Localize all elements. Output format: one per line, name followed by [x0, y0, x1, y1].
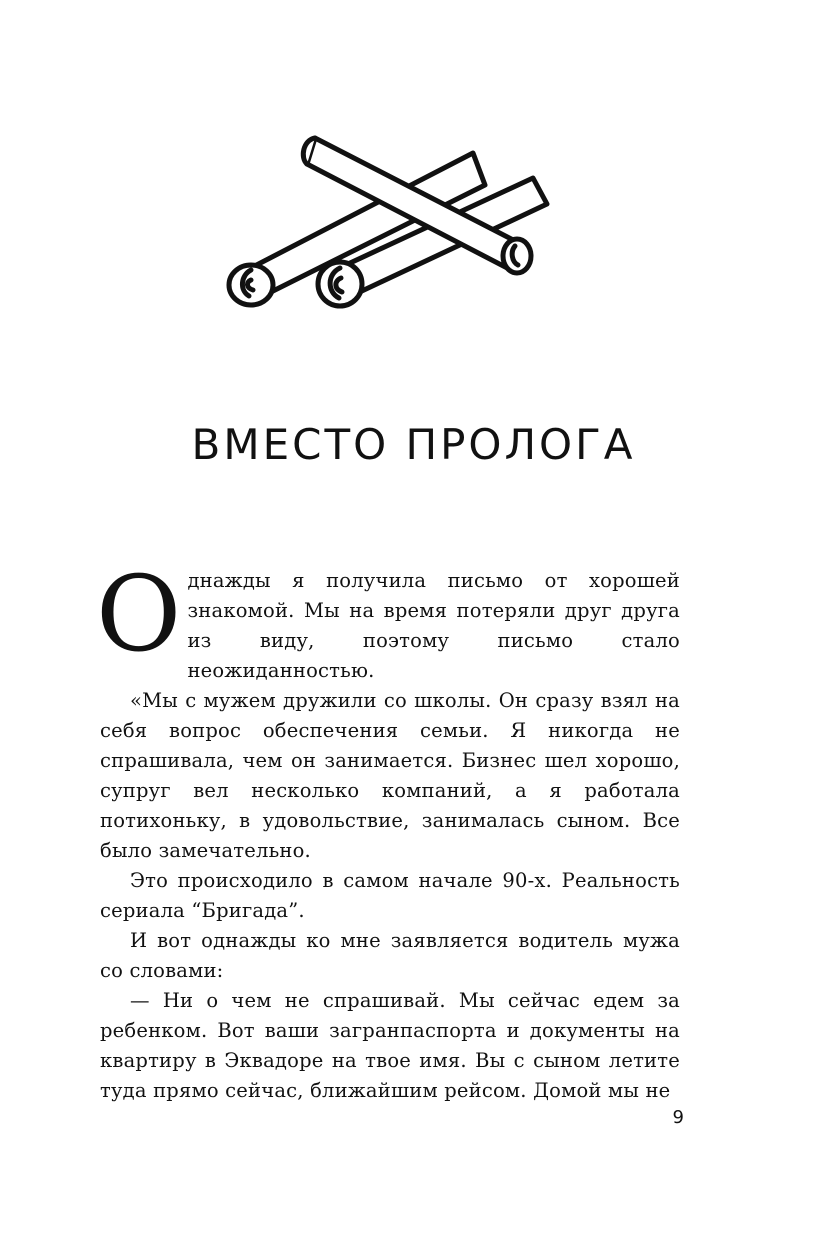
- dropcap-letter: О: [96, 553, 182, 675]
- paragraph-1-text: днажды я получила письмо от хорошей знакомой. Мы на время потеряли друг друга из виду, поэтому письмо стало неожиданностью.: [187, 569, 680, 682]
- body-text: [96, 553, 680, 1106]
- paragraph-3: Это происходило в самом начале 90-х. Реальность сериала “Бригада”.: [100, 869, 680, 922]
- paragraph-1: [96, 553, 680, 686]
- page-number: 9: [672, 1107, 684, 1128]
- paragraph-4: И вот однажды ко мне заявляется водитель мужа со словами:: [100, 929, 680, 982]
- paragraph-5: — Ни о чем не спрашивай. Мы сейчас едем за ребенком. Вот ваши загранпаспорта и документы на квартиру в Эквадоре на твое имя. Вы с сыном летите туда прямо сейчас, ближайшим рейсом. Домой мы не: [100, 989, 680, 1102]
- chapter-title: ВМЕСТО ПРОЛОГА: [191, 420, 636, 469]
- cinnamon-sticks-icon: [215, 120, 565, 310]
- paragraph-2: «Мы с мужем дружили со школы. Он сразу взял на себя вопрос обеспечения семьи. Я никогда не спрашивала, чем он занимается. Бизнес шел хорошо, супруг вел несколько компаний, а я работала потихоньку, в удовольствие, занималась сыном. Все было замечательно.: [100, 689, 680, 862]
